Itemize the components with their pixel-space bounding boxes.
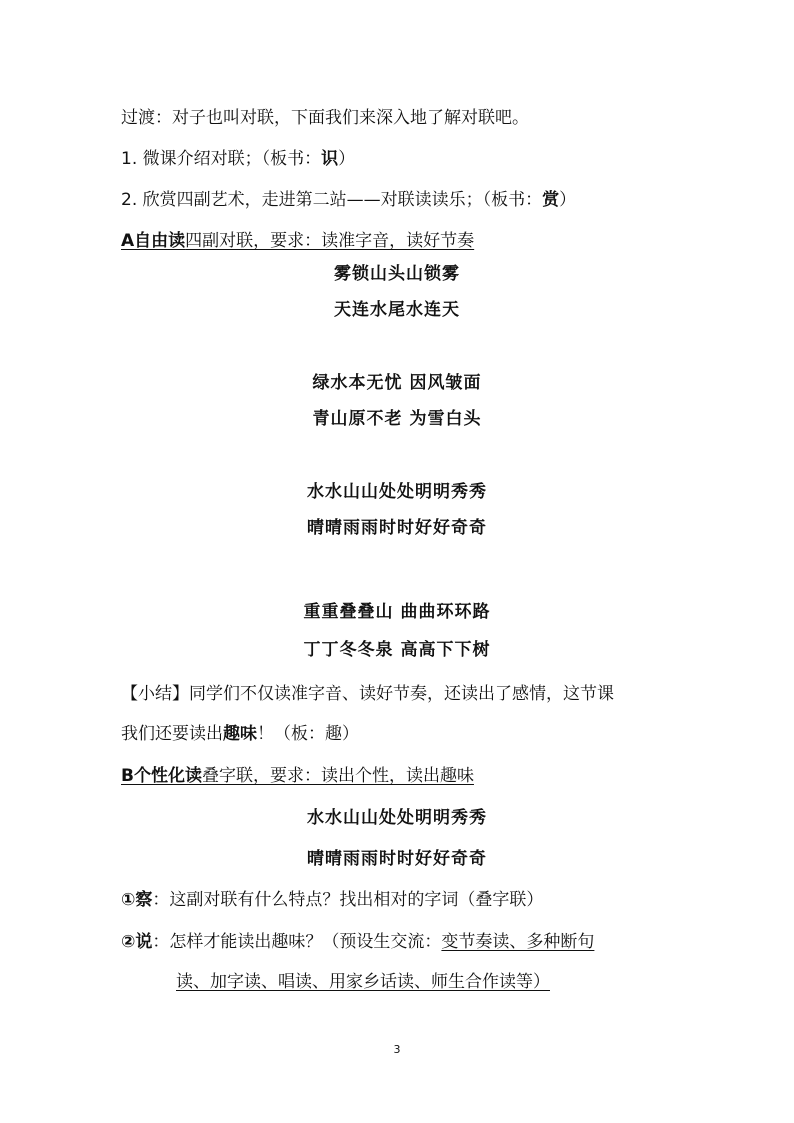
say-continuation-text: 读、加字读、唱读、用家乡话读、师生合作读等） [176, 972, 550, 992]
couplet-3-second: 晴晴雨雨时时好好奇奇 [307, 518, 487, 538]
summary-line-1 [121, 682, 614, 706]
observe-label: ①察 [121, 890, 153, 910]
step-2-board-word: 赏 [542, 190, 560, 210]
summary-text-1: 【小结】同学们不仅读准字音、读好节奏，还读出了感情，这节课 [121, 684, 614, 704]
couplet-5-first: 水水山山处处明明秀秀 [307, 808, 487, 828]
couplet-2-first: 绿水本无忧 因风皱面 [312, 373, 482, 393]
personal-reading-line [121, 764, 474, 788]
personal-reading-text: 叠字联，要求：读出个性，读出趣味 [201, 766, 474, 786]
transition-text: 过渡：对子也叫对联，下面我们来深入地了解对联吧。 [121, 108, 529, 128]
step-2-line [121, 188, 576, 212]
step-2-close: ） [559, 190, 577, 210]
transition-line [121, 106, 529, 130]
summary-text-2a: 我们还要读出 [121, 724, 223, 744]
say-text: ：怎样才能读出趣味？（预设生交流： [152, 932, 442, 952]
couplet-3-first: 水水山山处处明明秀秀 [307, 482, 487, 502]
step-2-text: 2. 欣赏四副艺术，走进第二站——对联读读乐；（板书： [121, 190, 543, 210]
say-label: ②说 [121, 932, 153, 952]
say-line [121, 930, 594, 954]
observe-text: ：这副对联有什么特点？找出相对的字词（叠字联） [152, 890, 544, 910]
summary-text-2b: ！（板：趣） [257, 724, 359, 744]
page-number: 3 [393, 1043, 401, 1056]
step-1-line [121, 147, 355, 171]
observe-line [121, 888, 543, 912]
summary-line-2 [121, 722, 359, 746]
personal-reading-label: B个性化读 [121, 766, 202, 786]
say-underlined-text: 变节奏读、多种断句 [441, 932, 595, 952]
couplet-1-first: 雾锁山头山锁雾 [334, 264, 460, 284]
couplet-5-second: 晴晴雨雨时时好好奇奇 [307, 849, 487, 869]
step-1-text: 1. 微课介绍对联；（板书： [121, 149, 322, 169]
summary-fun-word: 趣味 [223, 724, 257, 744]
say-continuation-line [176, 970, 550, 994]
couplet-2-second: 青山原不老 为雪白头 [312, 409, 482, 429]
step-1-board-word: 识 [321, 149, 339, 169]
free-reading-text: 四副对联，要求：读准字音，读好节奏 [185, 231, 475, 251]
couplet-4-second: 丁丁冬冬泉 高高下下树 [303, 640, 491, 660]
free-reading-label: A自由读 [121, 231, 186, 251]
couplet-1-second: 天连水尾水连天 [334, 300, 460, 320]
free-reading-line [121, 229, 474, 253]
couplet-4-first: 重重叠叠山 曲曲环环路 [303, 602, 491, 622]
step-1-close: ） [338, 149, 356, 169]
